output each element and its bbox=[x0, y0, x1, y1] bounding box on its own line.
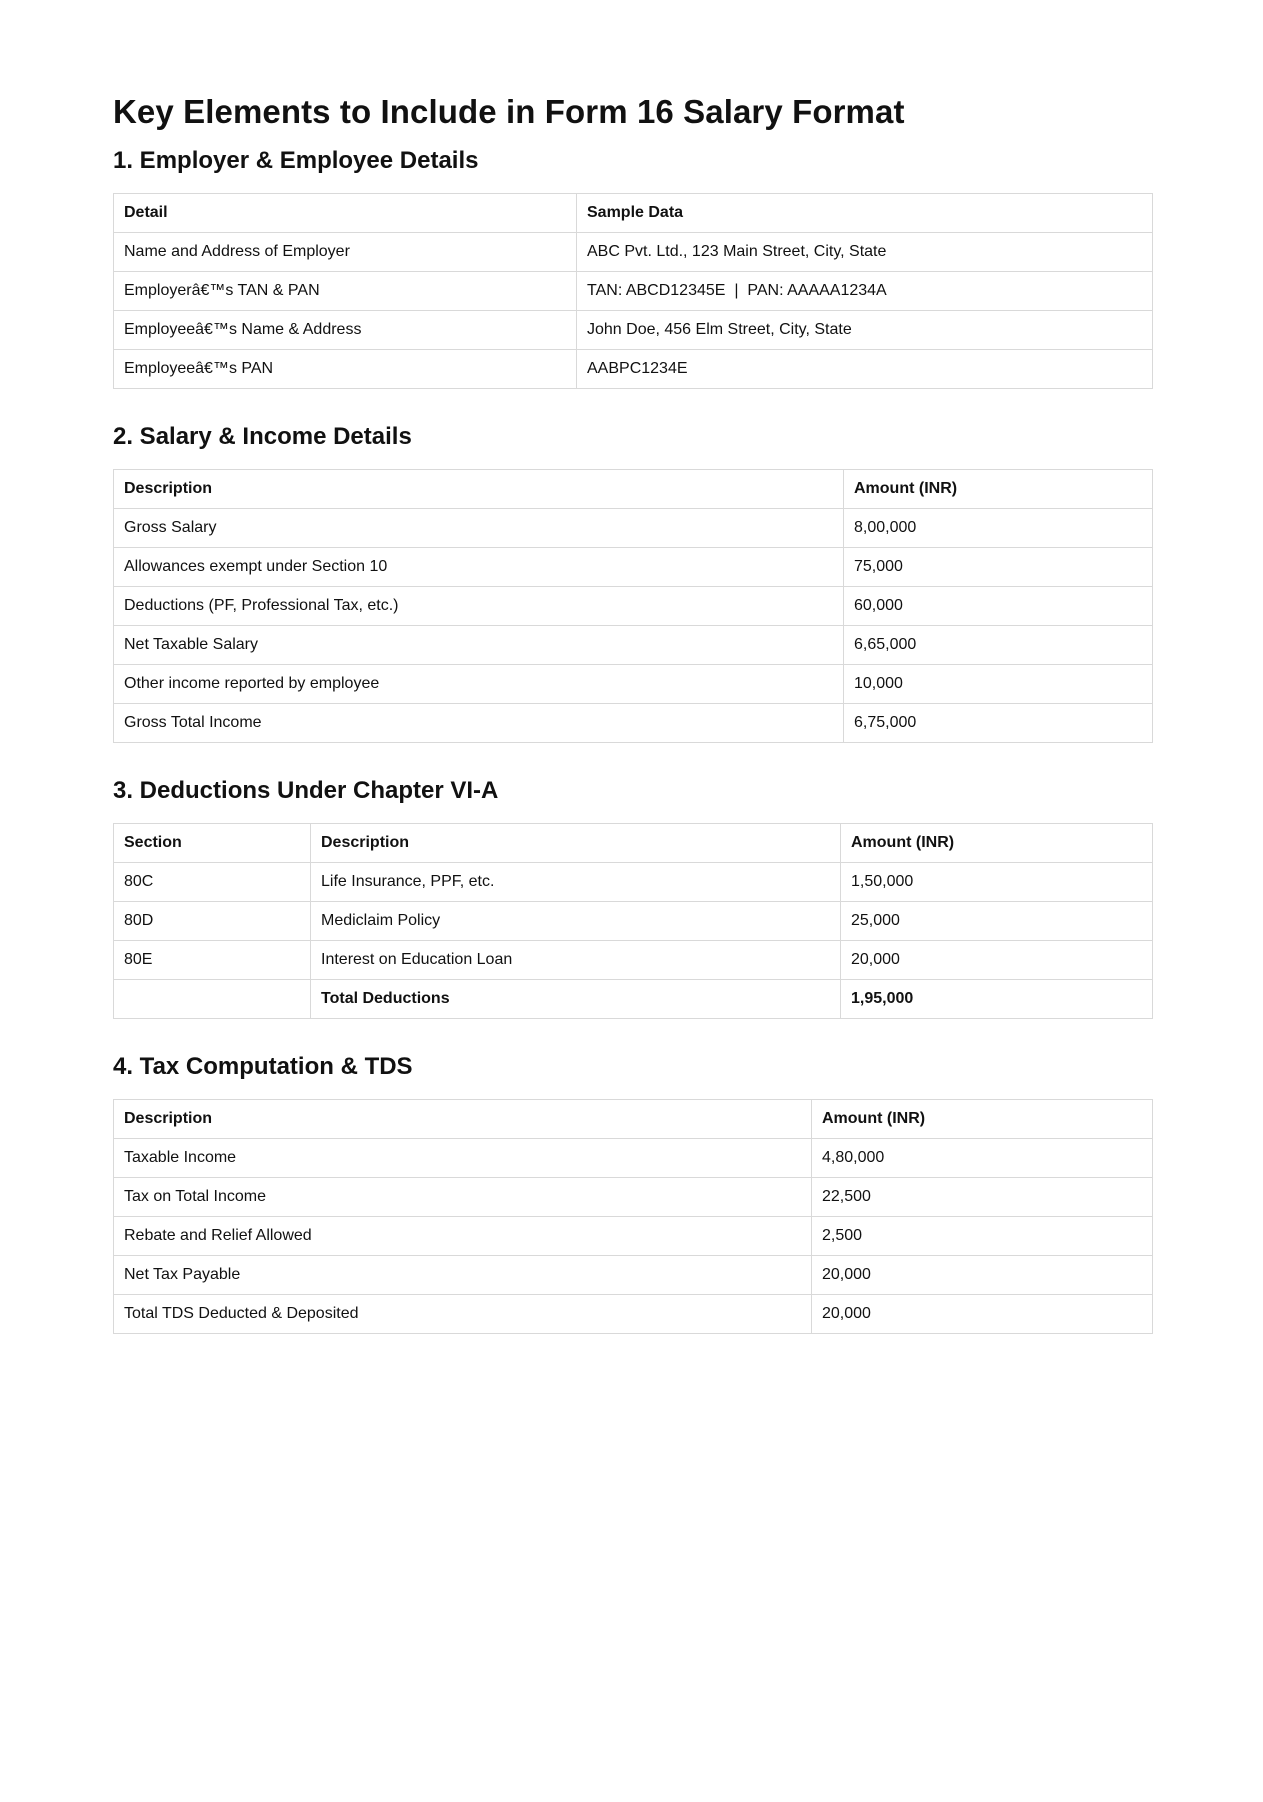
table-row bbox=[114, 509, 1153, 548]
table-cell: Name and Address of Employer bbox=[114, 233, 577, 272]
table-cell: 6,75,000 bbox=[844, 704, 1153, 743]
total-deductions-value: 1,95,000 bbox=[841, 980, 1153, 1019]
table-row bbox=[114, 626, 1153, 665]
table-row bbox=[114, 350, 1153, 389]
table-cell: 8,00,000 bbox=[844, 509, 1153, 548]
tax-computation-table bbox=[113, 1099, 1153, 1334]
section-heading-salary-income: 2. Salary & Income Details bbox=[113, 423, 412, 450]
column-header: Amount (INR) bbox=[841, 824, 1153, 863]
table-cell: 60,000 bbox=[844, 587, 1153, 626]
table-cell: 80D bbox=[114, 902, 311, 941]
column-header: Sample Data bbox=[577, 194, 1153, 233]
table-cell: 80E bbox=[114, 941, 311, 980]
table-cell bbox=[114, 980, 311, 1019]
table-cell: Gross Salary bbox=[114, 509, 844, 548]
column-header: Section bbox=[114, 824, 311, 863]
page-title: Key Elements to Include in Form 16 Salary Format bbox=[113, 93, 905, 130]
table-row bbox=[114, 1295, 1153, 1334]
table-cell: 20,000 bbox=[841, 941, 1153, 980]
table-cell: Allowances exempt under Section 10 bbox=[114, 548, 844, 587]
table-cell: John Doe, 456 Elm Street, City, State bbox=[577, 311, 1153, 350]
table-header-row bbox=[114, 824, 1153, 863]
table-row bbox=[114, 704, 1153, 743]
section-heading-deductions: 3. Deductions Under Chapter VI-A bbox=[113, 777, 499, 804]
table-row bbox=[114, 941, 1153, 980]
tax-table-clip bbox=[113, 1099, 1152, 1322]
table-header-row bbox=[114, 1100, 1153, 1139]
table-row bbox=[114, 863, 1153, 902]
column-header: Description bbox=[114, 1100, 812, 1139]
table-cell: 10,000 bbox=[844, 665, 1153, 704]
table-row bbox=[114, 665, 1153, 704]
table-header-row bbox=[114, 470, 1153, 509]
column-header: Description bbox=[311, 824, 841, 863]
table-cell: 25,000 bbox=[841, 902, 1153, 941]
table-cell: Other income reported by employee bbox=[114, 665, 844, 704]
table-row bbox=[114, 1178, 1153, 1217]
table-row bbox=[114, 1217, 1153, 1256]
table-row bbox=[114, 1139, 1153, 1178]
table-row bbox=[114, 587, 1153, 626]
table-cell: Tax on Total Income bbox=[114, 1178, 812, 1217]
column-header: Amount (INR) bbox=[844, 470, 1153, 509]
table-cell: Net Taxable Salary bbox=[114, 626, 844, 665]
table-cell: 20,000 bbox=[812, 1295, 1153, 1334]
salary-income-table bbox=[113, 469, 1153, 743]
table-cell: Employerâ€™s TAN & PAN bbox=[114, 272, 577, 311]
table-cell: 4,80,000 bbox=[812, 1139, 1153, 1178]
table-cell: 80C bbox=[114, 863, 311, 902]
table-row bbox=[114, 233, 1153, 272]
table-row-total bbox=[114, 980, 1153, 1019]
table-cell: TAN: ABCD12345E | PAN: AAAAA1234A bbox=[577, 272, 1153, 311]
table-cell: 22,500 bbox=[812, 1178, 1153, 1217]
table-cell: 1,50,000 bbox=[841, 863, 1153, 902]
section-heading-employer-employee: 1. Employer & Employee Details bbox=[113, 147, 479, 174]
table-cell: Taxable Income bbox=[114, 1139, 812, 1178]
table-cell: Employeeâ€™s Name & Address bbox=[114, 311, 577, 350]
table-cell: 6,65,000 bbox=[844, 626, 1153, 665]
document-page bbox=[113, 86, 1152, 1322]
table-header-row bbox=[114, 194, 1153, 233]
table-cell: 2,500 bbox=[812, 1217, 1153, 1256]
table-cell: Total TDS Deducted & Deposited bbox=[114, 1295, 812, 1334]
column-header: Amount (INR) bbox=[812, 1100, 1153, 1139]
table-cell: Interest on Education Loan bbox=[311, 941, 841, 980]
table-row bbox=[114, 902, 1153, 941]
table-cell: Life Insurance, PPF, etc. bbox=[311, 863, 841, 902]
table-row bbox=[114, 1256, 1153, 1295]
table-cell: Deductions (PF, Professional Tax, etc.) bbox=[114, 587, 844, 626]
table-cell: Net Tax Payable bbox=[114, 1256, 812, 1295]
table-cell: Employeeâ€™s PAN bbox=[114, 350, 577, 389]
table-row bbox=[114, 311, 1153, 350]
column-header: Description bbox=[114, 470, 844, 509]
table-cell: ABC Pvt. Ltd., 123 Main Street, City, State bbox=[577, 233, 1153, 272]
table-row bbox=[114, 272, 1153, 311]
table-row bbox=[114, 548, 1153, 587]
table-cell: Rebate and Relief Allowed bbox=[114, 1217, 812, 1256]
table-cell: 20,000 bbox=[812, 1256, 1153, 1295]
column-header: Detail bbox=[114, 194, 577, 233]
employer-employee-table bbox=[113, 193, 1153, 389]
deductions-table bbox=[113, 823, 1153, 1019]
table-cell: 75,000 bbox=[844, 548, 1153, 587]
section-heading-tax-computation: 4. Tax Computation & TDS bbox=[113, 1053, 413, 1080]
table-cell: AABPC1234E bbox=[577, 350, 1153, 389]
total-deductions-label: Total Deductions bbox=[311, 980, 841, 1019]
table-cell: Gross Total Income bbox=[114, 704, 844, 743]
table-cell: Mediclaim Policy bbox=[311, 902, 841, 941]
